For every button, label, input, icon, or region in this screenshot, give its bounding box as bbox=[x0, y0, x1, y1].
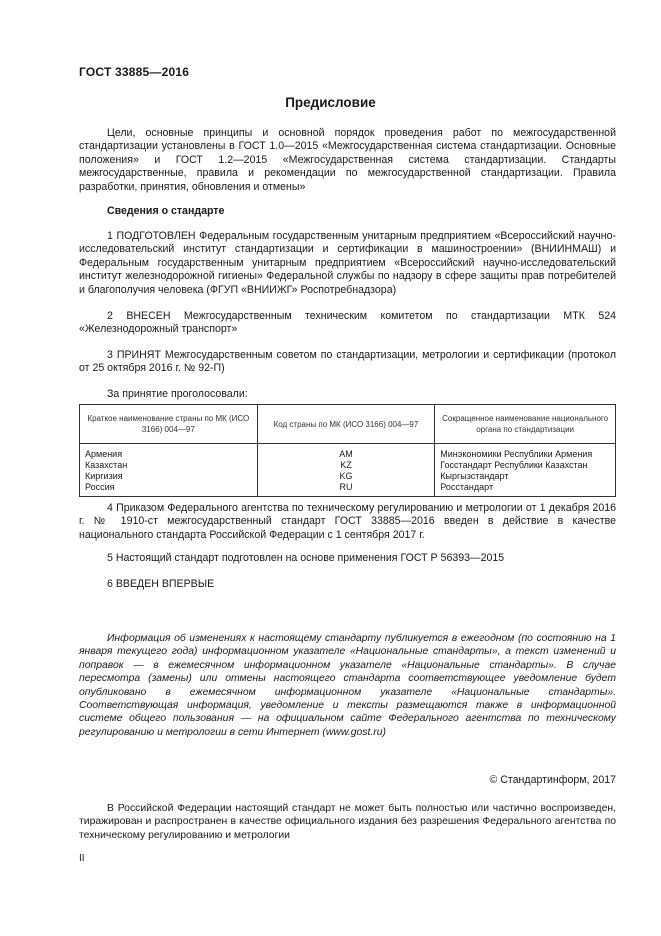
item-6-paragraph: 6 ВВЕДЕН ВПЕРВЫЕ bbox=[107, 578, 215, 590]
table-cell-country: Казахстан bbox=[80, 460, 258, 471]
table-header-code: Код страны по МК (ИСО 3166) 004—97 bbox=[257, 405, 435, 444]
table-row bbox=[80, 471, 616, 482]
table-header-country: Краткое наименование страны по МК (ИСО 3166) 004—97 bbox=[80, 405, 258, 444]
table-row bbox=[80, 444, 616, 461]
page-title: Предисловие bbox=[285, 95, 376, 110]
intro-paragraph: Цели, основные принципы и основной порядок проведения работ по межгосударственной стандартизации установлены в ГОСТ 1.0—2015 «Межгосударственная система стандартизации. Основные положения» и ГОСТ 1.2—2015 «Межгосударственная система стандартизации. Стандарты межгосударственные, правила и рекомендации по межгосударственной стандартизации. Правила разработки, принятия, обновления и отмены» bbox=[79, 127, 616, 193]
voting-table bbox=[79, 404, 616, 497]
table-cell-country: Россия bbox=[80, 482, 258, 497]
table-cell-body: Кыргызстандарт bbox=[435, 471, 616, 482]
table-cell-country: Киргизия bbox=[80, 471, 258, 482]
table-cell-code: KZ bbox=[257, 460, 435, 471]
item-4-paragraph: 4 Приказом Федерального агентства по техническому регулированию и метрологии от 1 декабря 2016 г. № 1910-ст межгосударственный стандарт ГОСТ 33885—2016 введен в действие в качестве национального стандарта Российской Федерации с 1 сентября 2017 г. bbox=[79, 502, 616, 541]
item-1-paragraph: 1 ПОДГОТОВЛЕН Федеральным государственным унитарным предприятием «Всероссийский научно-исследовательский институт стандартизации и сертификации в машиностроении» (ВНИИНМАШ) и Федеральным государственным унитарным предприятием «Всероссийский научно-исследовательский институт железнодорожной гигиены» Федеральной службы по надзору в сфере защиты прав потребителей и благополучия человека (ФГУП «ВНИИЖГ» Роспотребнадзора) bbox=[79, 230, 616, 296]
table-cell-country: Армения bbox=[80, 444, 258, 461]
page-number: II bbox=[79, 853, 85, 864]
table-header-row bbox=[80, 405, 616, 444]
table-cell-code: RU bbox=[257, 482, 435, 497]
table-cell-code: AM bbox=[257, 444, 435, 461]
table-row bbox=[80, 460, 616, 471]
item-3-paragraph: 3 ПРИНЯТ Межгосударственным советом по стандартизации, метрологии и сертификации (протокол от 25 октября 2016 г. № 92-П) bbox=[79, 349, 616, 375]
item-2-paragraph: 2 ВНЕСЕН Межгосударственным техническим комитетом по стандартизации МТК 524 «Железнодорожный транспорт» bbox=[79, 310, 616, 336]
table-cell-body: Росстандарт bbox=[435, 482, 616, 497]
table-cell-code: KG bbox=[257, 471, 435, 482]
info-note: Информация об изменениях к настоящему стандарту публикуется в ежегодном (по состоянию на 1 января текущего года) информационном указателе «Национальные стандарты», а текст изменений и поправок — в ежемесячном информационном указателе «Национальные стандарты». В случае пересмотра (замены) или отмены настоящего стандарта соответствующее уведомление будет опубликовано в ежемесячном информационном указателе «Национальные стандарты». Соответствующая информация, уведомление и тексты размещаются также в информационной системе общего пользования — на официальном сайте Федерального агентства по техническому регулированию и метрологии в сети Интернет (www.gost.ru) bbox=[79, 633, 616, 738]
table-cell-body: Минэкономики Республики Армения bbox=[435, 444, 616, 461]
table-row bbox=[80, 482, 616, 497]
vote-label: За принятие проголосовали: bbox=[107, 388, 248, 400]
footer-note: В Российской Федерации настоящий стандарт не может быть полностью или частично воспроизведен, тиражирован и распространен в качестве официального издания без разрешения Федерального агентства по техническому регулированию и метрологии bbox=[79, 803, 616, 841]
section-title: Сведения о стандарте bbox=[107, 205, 225, 217]
copyright: © Стандартинформ, 2017 bbox=[489, 774, 616, 786]
document-code-header: ГОСТ 33885—2016 bbox=[79, 65, 190, 79]
item-5-paragraph: 5 Настоящий стандарт подготовлен на основе применения ГОСТ Р 56393—2015 bbox=[107, 552, 505, 564]
table-cell-body: Госстандарт Республики Казахстан bbox=[435, 460, 616, 471]
table-header-body: Сокращенное наименование национального органа по стандартизации bbox=[435, 405, 616, 444]
